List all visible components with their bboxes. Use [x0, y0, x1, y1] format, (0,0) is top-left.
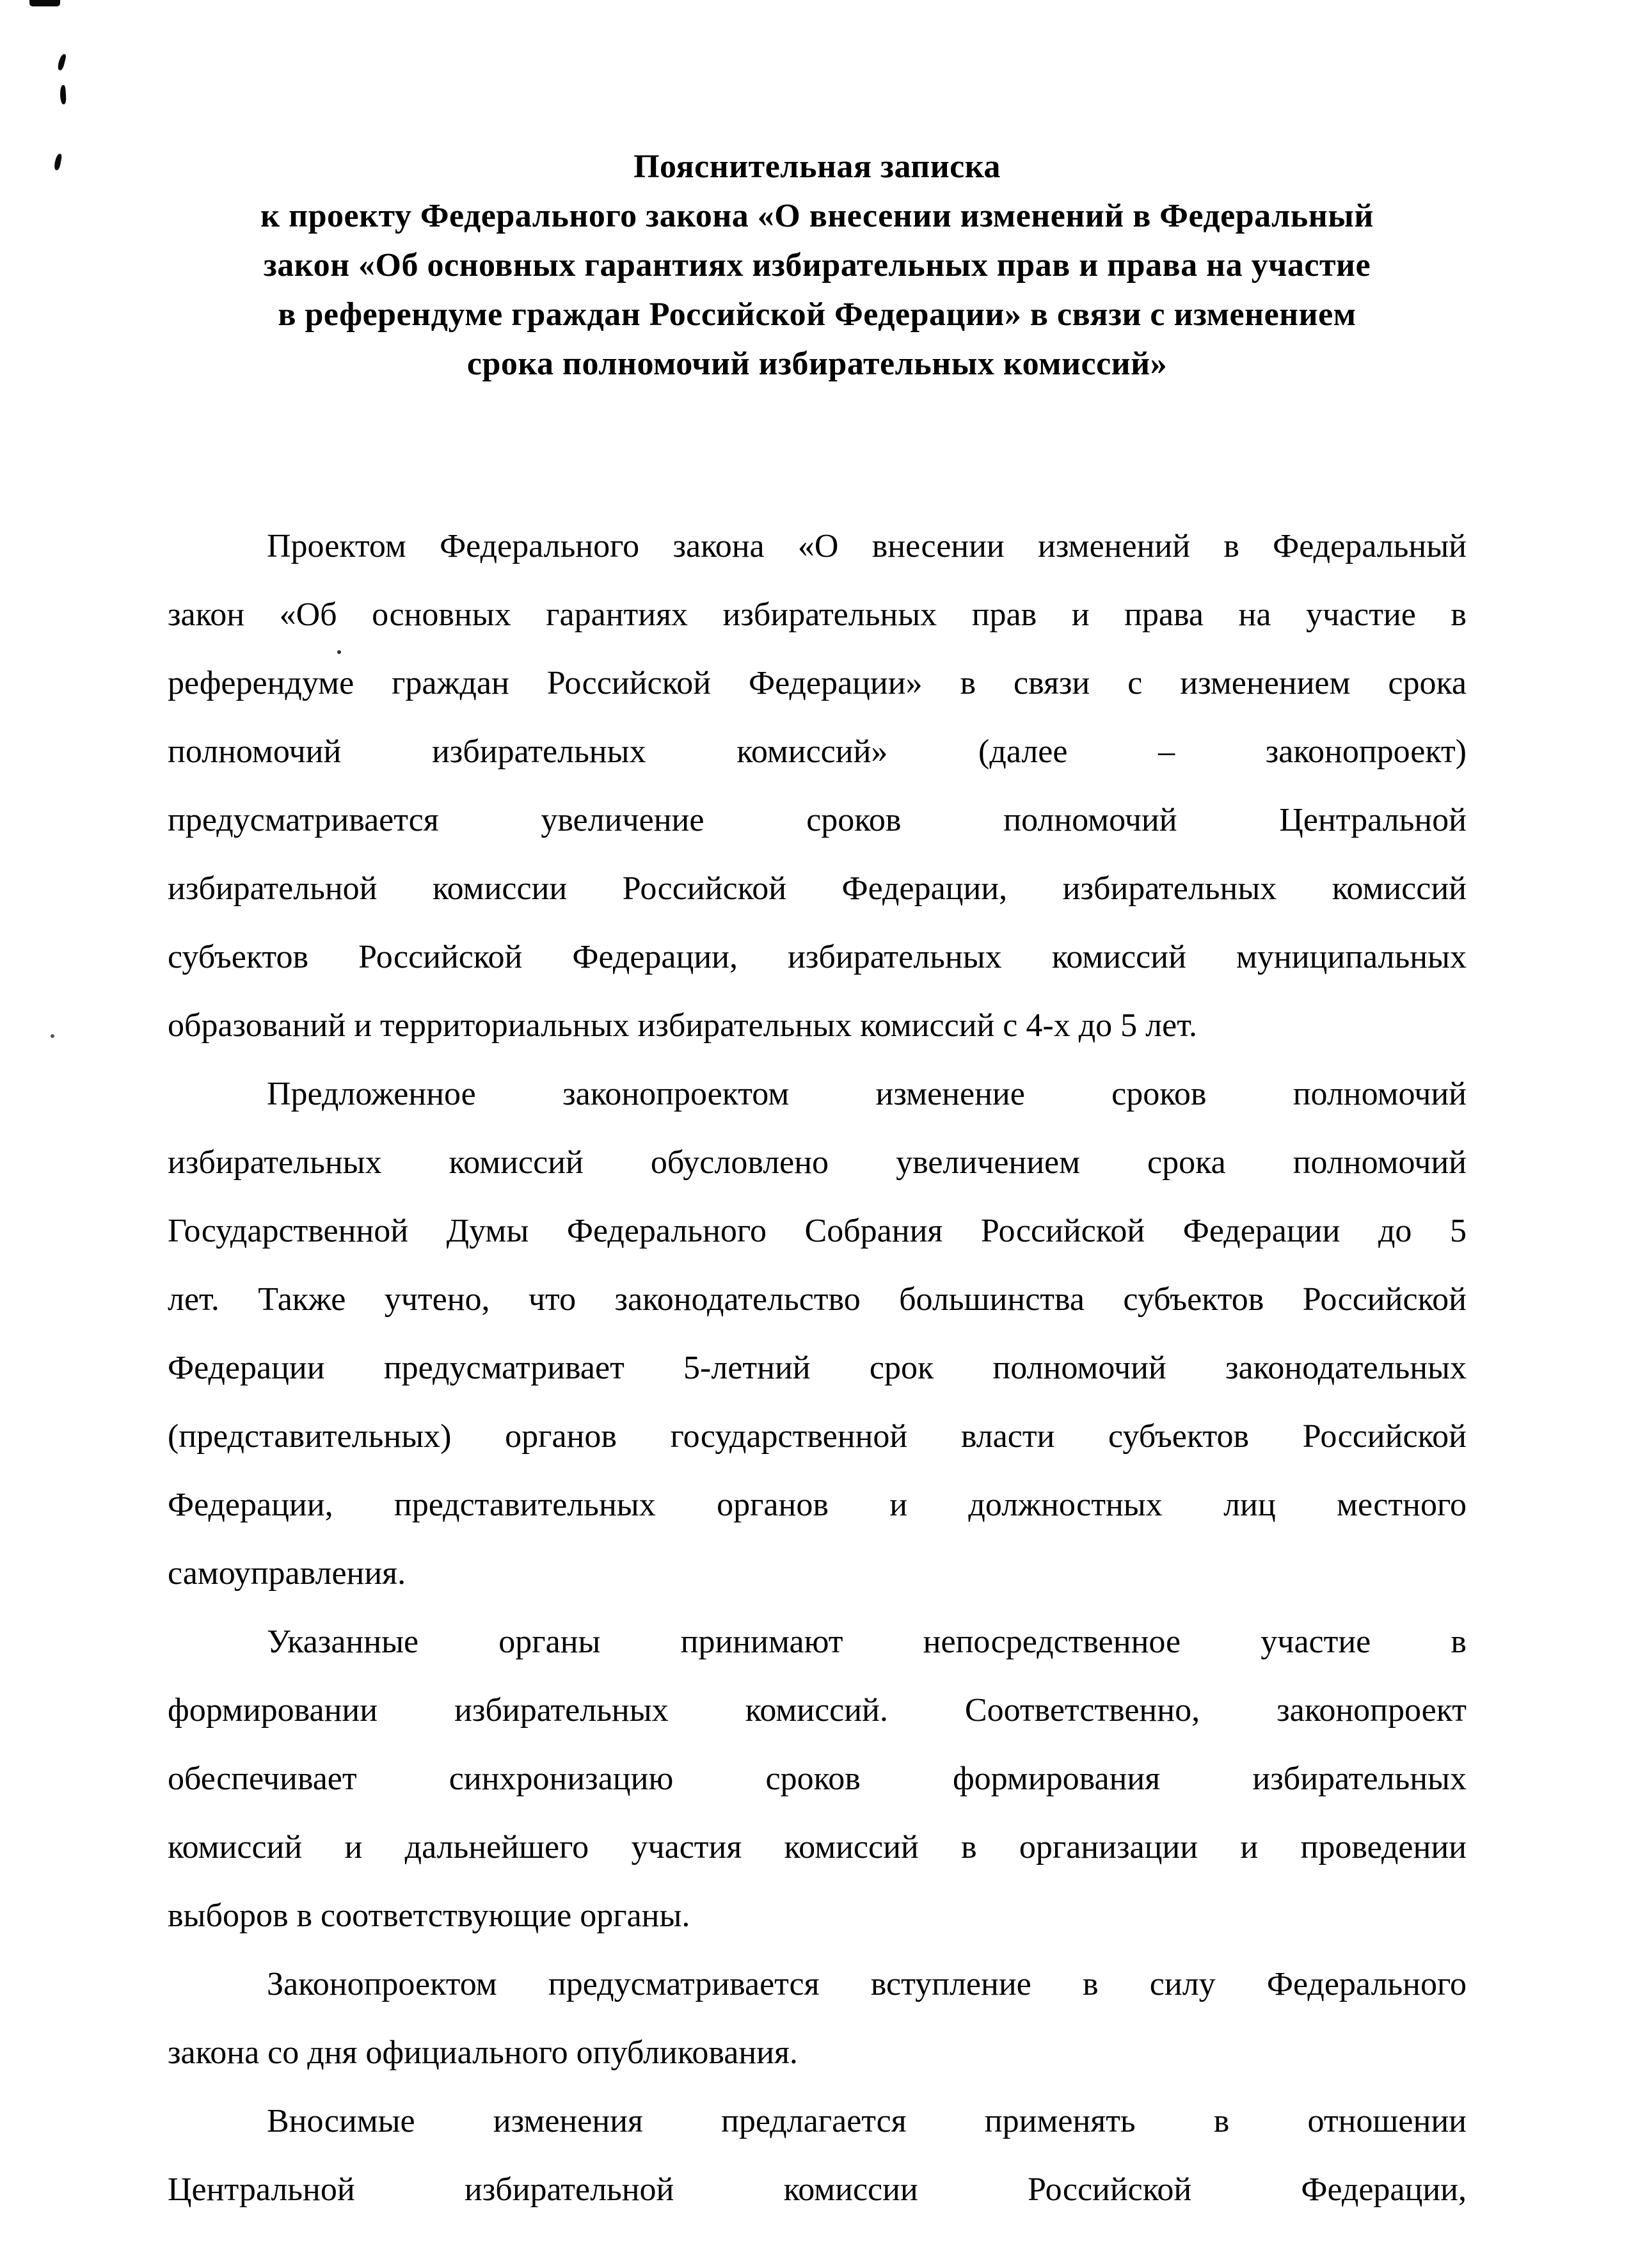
text-line: Федерации предусматривает 5-летний срок полномочий законодательных: [168, 1350, 1467, 1386]
text-line: Проектом Федерального закона «О внесении изменений в Федеральный: [267, 528, 1467, 564]
text-line: Вносимые изменения предлагается применять в отношении: [267, 2103, 1467, 2139]
paragraph: [168, 2087, 1467, 2224]
title-line: закон «Об основных гарантиях избирательных прав и права на участие: [263, 247, 1371, 284]
scan-speck-2: [60, 85, 67, 105]
text-line: предусматривается увеличение сроков полномочий Центральной: [168, 802, 1467, 838]
scan-artifact-corner-blob: [29, 0, 60, 6]
text-line: комиссий и дальнейшего участия комиссий в организации и проведении: [168, 1829, 1467, 1865]
text-line: формировании избирательных комиссий. Соответственно, законопроект: [168, 1692, 1467, 1729]
text-line: обеспечивает синхронизацию сроков формирования избирательных: [168, 1761, 1467, 1797]
text-line: самоуправления.: [168, 1555, 406, 1592]
text-line: закона со дня официального опубликования.: [168, 2034, 798, 2071]
text-line: выборов в соответствующие органы.: [168, 1897, 690, 1934]
title-line: к проекту Федерального закона «О внесении изменений в Федеральный: [260, 198, 1374, 234]
text-line: (представительных) органов государственной власти субъектов Российской: [168, 1418, 1467, 1455]
title-line: Пояснительная записка: [633, 148, 1001, 185]
document-title: [168, 142, 1467, 388]
text-line: избирательных комиссий обусловлено увеличением срока полномочий: [168, 1144, 1467, 1181]
text-line: Предложенное законопроектом изменение сроков полномочий: [267, 1076, 1467, 1112]
text-line: Указанные органы принимают непосредственное участие в: [267, 1624, 1467, 1660]
text-line: референдуме граждан Российской Федерации» в связи с изменением срока: [168, 665, 1467, 701]
scan-speck-1: [57, 53, 67, 70]
text-line: Федерации, представительных органов и должностных лиц местного: [168, 1487, 1467, 1523]
paragraph: [168, 1060, 1467, 1608]
scan-dot-1: [51, 1034, 54, 1038]
text-line: субъектов Российской Федерации, избирательных комиссий муниципальных: [168, 939, 1467, 975]
scan-speck-3: [54, 153, 62, 170]
paragraph: [168, 512, 1467, 1060]
paragraph: [168, 1608, 1467, 1950]
text-line: закон «Об основных гарантиях избирательных прав и права на участие в: [168, 596, 1467, 633]
text-line: образований и территориальных избирательных комиссий с 4-х до 5 лет.: [168, 1007, 1198, 1044]
text-line: Центральной избирательной комиссии Российской Федерации,: [168, 2171, 1467, 2208]
title-line: срока полномочий избирательных комиссий»: [466, 346, 1168, 382]
paragraph: [168, 1950, 1467, 2087]
text-line: Государственной Думы Федерального Собрания Российской Федерации до 5: [168, 1213, 1467, 1249]
text-line: полномочий избирательных комиссий» (далее – законопроект): [168, 733, 1467, 770]
title-line: в референдуме граждан Российской Федерации» в связи с изменением: [278, 296, 1357, 333]
text-line: лет. Также учтено, что законодательство большинства субъектов Российской: [168, 1281, 1467, 1318]
text-line: избирательной комиссии Российской Федерации, избирательных комиссий: [168, 870, 1467, 907]
document-body: [168, 512, 1467, 2224]
text-line: Законопроектом предусматривается вступление в силу Федерального: [267, 1966, 1467, 2002]
